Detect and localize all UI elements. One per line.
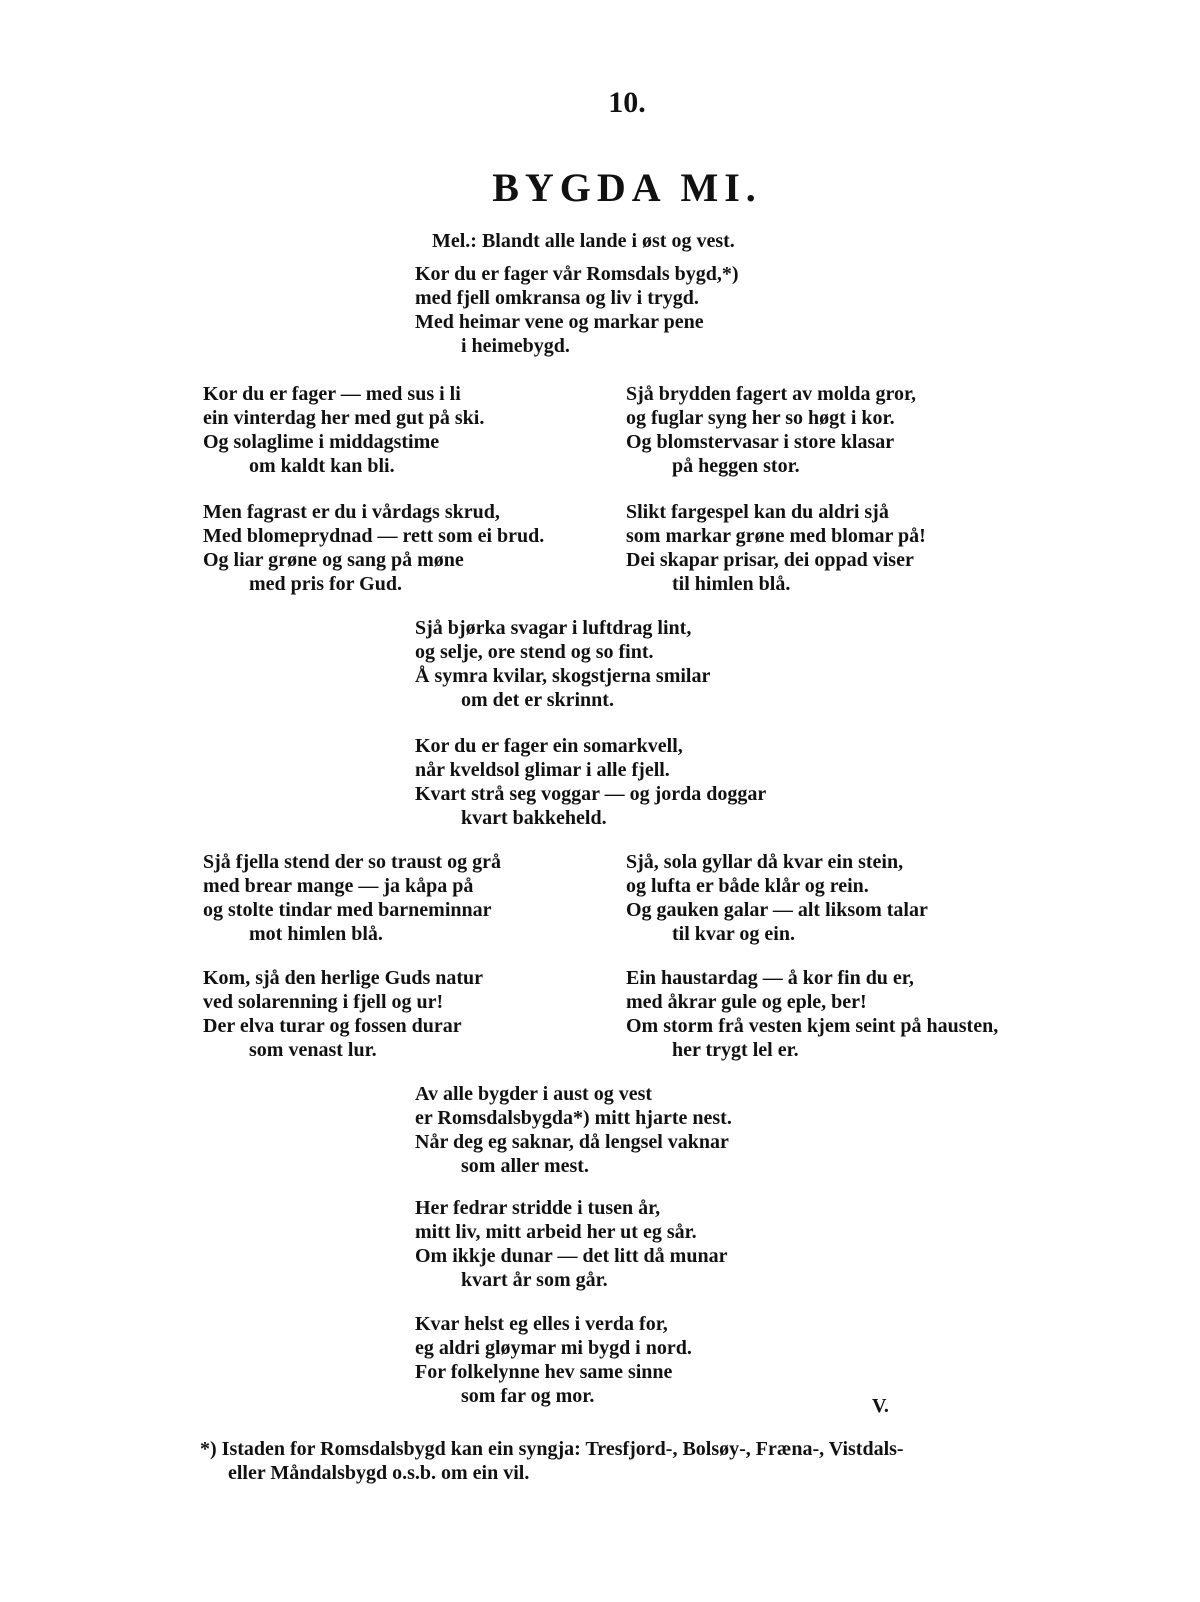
stanza-line: Om ikkje dunar — det litt då munar: [415, 1245, 728, 1267]
stanza-line: Men fagrast er du i vårdags skrud,: [203, 501, 500, 523]
stanza-5: [626, 500, 926, 596]
stanza-1: [415, 262, 739, 358]
stanza-13: [415, 1196, 727, 1292]
stanza-line: Her fedrar stridde i tusen år,: [415, 1197, 661, 1219]
stanza-line: Og blomstervasar i store klasar: [626, 431, 895, 453]
stanza-line: kvart bakkeheld.: [461, 807, 607, 829]
footnote: [200, 1437, 1060, 1485]
stanza-line: og lufta er både klår og rein.: [626, 875, 869, 897]
stanza-12: [415, 1082, 732, 1178]
stanza-line: i heimebygd.: [461, 335, 570, 357]
stanza-line: som venast lur.: [249, 1039, 377, 1061]
stanza-10: [203, 966, 483, 1062]
stanza-line: For folkelynne hev same sinne: [415, 1361, 673, 1383]
song-title: BYGDA MI.: [492, 165, 762, 210]
stanza-line: som aller mest.: [461, 1155, 589, 1177]
stanza-line: Kor du er fager vår Romsdals bygd,*): [415, 263, 739, 285]
stanza-line: med brear mange — ja kåpa på: [203, 875, 474, 897]
footnote-line: *) Istaden for Romsdalsbygd kan ein syngja: Tresfjord-, Bolsøy-, Fræna-, Vistdals-: [200, 1438, 904, 1460]
stanza-9: [626, 850, 928, 946]
stanza-line: Med blomeprydnad — rett som ei brud.: [203, 525, 545, 547]
stanza-line: Kvart strå seg voggar — og jorda doggar: [415, 783, 767, 805]
stanza-line: eg aldri gløymar mi bygd i nord.: [415, 1337, 692, 1359]
stanza-line: og selje, ore stend og so fint.: [415, 641, 654, 663]
stanza-line: Sjå fjella stend der so traust og grå: [203, 851, 501, 873]
stanza-line: mitt liv, mitt arbeid her ut eg sår.: [415, 1221, 697, 1243]
stanza-11: [626, 966, 998, 1062]
author-signature: V.: [872, 1395, 889, 1417]
footnote-line: eller Måndalsbygd o.s.b. om ein vil.: [228, 1462, 530, 1484]
stanza-line: Og gauken galar — alt liksom talar: [626, 899, 928, 921]
stanza-line: på heggen stor.: [672, 455, 800, 477]
stanza-6: [415, 616, 710, 712]
stanza-line: Dei skapar prisar, dei oppad viser: [626, 549, 914, 571]
stanza-line: er Romsdalsbygda*) mitt hjarte nest.: [415, 1107, 732, 1129]
stanza-line: ein vinterdag her med gut på ski.: [203, 407, 485, 429]
stanza-line: om det er skrinnt.: [461, 689, 614, 711]
stanza-line: med pris for Gud.: [249, 573, 402, 595]
stanza-line: Sjå, sola gyllar då kvar ein stein,: [626, 851, 904, 873]
stanza-line: kvart år som går.: [461, 1269, 608, 1291]
stanza-3: [626, 382, 916, 478]
stanza-line: til himlen blå.: [672, 573, 791, 595]
stanza-line: Av alle bygder i aust og vest: [415, 1083, 653, 1105]
stanza-14: [415, 1312, 692, 1408]
stanza-line: Og liar grøne og sang på møne: [203, 549, 464, 571]
stanza-line: om kaldt kan bli.: [249, 455, 395, 477]
stanza-line: Sjå bjørka svagar i luftdrag lint,: [415, 617, 692, 639]
stanza-line: Kvar helst eg elles i verda for,: [415, 1313, 668, 1335]
stanza-line: Å symra kvilar, skogstjerna smilar: [415, 665, 711, 687]
stanza-line: Kom, sjå den herlige Guds natur: [203, 967, 484, 989]
stanza-4: [203, 500, 544, 596]
stanza-line: Og solaglime i middagstime: [203, 431, 440, 453]
stanza-7: [415, 734, 766, 830]
stanza-line: som markar grøne med blomar på!: [626, 525, 926, 547]
stanza-line: Slikt fargespel kan du aldri sjå: [626, 501, 889, 523]
stanza-line: mot himlen blå.: [249, 923, 383, 945]
stanza-line: her trygt lel er.: [672, 1039, 799, 1061]
stanza-8: [203, 850, 501, 946]
stanza-line: med åkrar gule og eple, ber!: [626, 991, 867, 1013]
stanza-line: Kor du er fager ein somarkvell,: [415, 735, 683, 757]
stanza-line: Sjå brydden fagert av molda gror,: [626, 383, 916, 405]
stanza-line: ved solarenning i fjell og ur!: [203, 991, 444, 1013]
stanza-line: som far og mor.: [461, 1385, 595, 1407]
stanza-line: Der elva turar og fossen durar: [203, 1015, 462, 1037]
stanza-line: med fjell omkransa og liv i trygd.: [415, 287, 699, 309]
stanza-line: Ein haustardag — å kor fin du er,: [626, 967, 914, 989]
stanza-line: Om storm frå vesten kjem seint på hausten,: [626, 1015, 999, 1037]
stanza-line: Når deg eg saknar, då lengsel vaknar: [415, 1131, 729, 1153]
stanza-line: til kvar og ein.: [672, 923, 795, 945]
song-number: 10.: [608, 86, 646, 119]
stanza-line: Kor du er fager — med sus i li: [203, 383, 461, 405]
melody-note: Mel.: Blandt alle lande i øst og vest.: [432, 230, 735, 252]
stanza-line: og fuglar syng her so høgt i kor.: [626, 407, 895, 429]
stanza-line: og stolte tindar med barneminnar: [203, 899, 492, 921]
stanza-line: når kveldsol glimar i alle fjell.: [415, 759, 670, 781]
stanza-line: Med heimar vene og markar pene: [415, 311, 704, 333]
stanza-2: [203, 382, 484, 478]
